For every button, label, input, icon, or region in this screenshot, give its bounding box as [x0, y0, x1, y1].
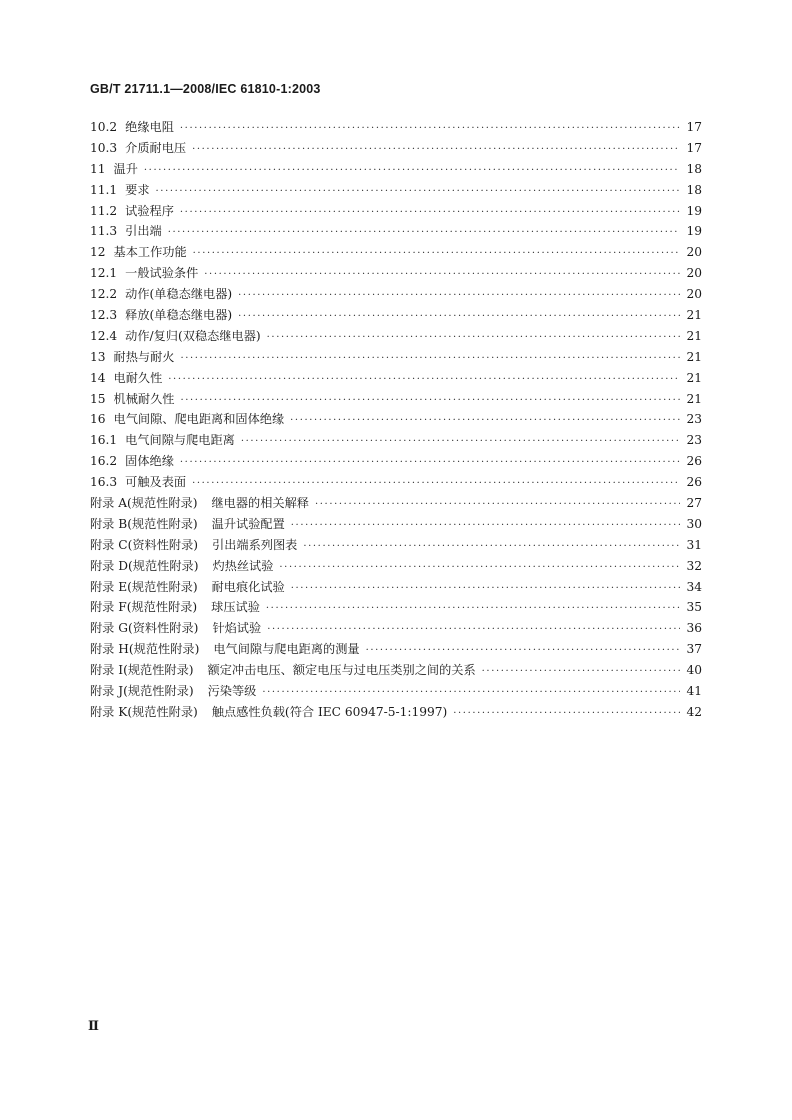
toc-leader-dots — [291, 583, 681, 594]
annex-label: 附录 E(规范性附录) — [90, 579, 198, 594]
toc-row[interactable] — [90, 452, 702, 473]
toc-section-title: 基本工作功能 — [113, 245, 187, 260]
toc-section-title: 电耐久性 — [113, 370, 163, 385]
toc-leader-dots — [482, 666, 681, 677]
annex-label: 附录 B(规范性附录) — [90, 516, 198, 531]
toc-section-title: 温升 — [113, 161, 138, 176]
toc-leader-dots — [156, 186, 681, 197]
toc-section-number: 12 — [90, 245, 106, 260]
toc-section-title: 可触及表面 — [125, 475, 187, 490]
toc-leader-dots — [238, 290, 680, 301]
annex-row[interactable] — [90, 661, 702, 682]
toc-row[interactable] — [90, 473, 702, 494]
toc-leader-dots — [193, 248, 681, 259]
toc-page-number: 17 — [686, 120, 702, 134]
toc-leader-dots — [267, 624, 680, 635]
annex-row[interactable] — [90, 640, 702, 661]
toc-section-number: 14 — [90, 370, 106, 385]
toc-row[interactable] — [90, 431, 702, 452]
annex-row[interactable] — [90, 557, 702, 578]
toc-row[interactable] — [90, 410, 702, 431]
toc-row[interactable] — [90, 139, 702, 160]
annex-row[interactable] — [90, 682, 702, 703]
toc-leader-dots — [315, 499, 680, 510]
toc-section-title: 介质耐电压 — [125, 140, 187, 155]
annex-title: 额定冲击电压、额定电压与过电压类别之间的关系 — [207, 663, 476, 678]
toc-row[interactable] — [90, 264, 702, 285]
toc-page-number: 42 — [686, 704, 702, 719]
toc-section-number: 12.4 — [90, 328, 118, 343]
toc-page-number: 34 — [686, 579, 702, 594]
toc-leader-dots — [204, 269, 680, 280]
toc-page-number: 30 — [686, 516, 702, 531]
toc-leader-dots — [180, 123, 681, 134]
annex-label: 附录 H(规范性附录) — [90, 642, 200, 657]
toc-page-number: 23 — [686, 433, 702, 448]
toc-leader-dots — [180, 207, 681, 218]
annex-title: 触点感性负载(符合 IEC 60947-5-1:1997) — [211, 704, 448, 719]
toc-leader-dots — [241, 436, 681, 447]
annex-label: 附录 I(规范性附录) — [90, 663, 194, 678]
page-number-footer: Ⅱ — [88, 1018, 99, 1033]
toc-leader-dots — [366, 645, 681, 656]
annex-title: 污染等级 — [207, 684, 257, 699]
toc-page-number: 20 — [686, 245, 702, 260]
toc-row[interactable] — [90, 306, 702, 327]
annex-row[interactable] — [90, 536, 702, 557]
annex-label: 附录 J(规范性附录) — [90, 684, 194, 699]
toc-page-number: 19 — [686, 224, 702, 239]
annex-title: 引出端系列图表 — [212, 537, 298, 552]
toc-section-number: 16.2 — [90, 454, 118, 469]
annex-title: 球压试验 — [211, 600, 260, 615]
toc-row[interactable] — [90, 369, 702, 390]
toc-section-number: 16.1 — [90, 433, 118, 448]
toc-section-title: 机械耐久性 — [113, 391, 175, 406]
toc-page-number: 20 — [686, 287, 702, 302]
toc-section-title: 动作(单稳态继电器) — [125, 287, 233, 302]
toc-row[interactable] — [90, 348, 702, 369]
toc-page-number: 32 — [686, 558, 702, 573]
toc-section-title: 释放(单稳态继电器) — [125, 308, 233, 323]
toc-leader-dots — [180, 457, 681, 468]
toc-page-number: 37 — [686, 642, 702, 657]
toc-section-number: 10.2 — [90, 120, 118, 134]
annex-row[interactable] — [90, 515, 702, 536]
toc-section-title: 要求 — [125, 182, 150, 197]
toc-page-number: 18 — [686, 161, 702, 176]
toc-page-number: 21 — [686, 391, 702, 406]
toc-section-number: 11 — [90, 161, 106, 176]
toc-row[interactable] — [90, 160, 702, 181]
toc-leader-dots — [291, 520, 681, 531]
annex-title: 电气间隙与爬电距离的测量 — [213, 642, 360, 657]
toc-row[interactable] — [90, 327, 702, 348]
table-of-contents — [90, 118, 702, 724]
annex-label: 附录 D(规范性附录) — [90, 558, 199, 573]
toc-section-title: 电气间隙与爬电距离 — [125, 433, 235, 448]
annex-title: 针焰试验 — [212, 621, 262, 636]
toc-section-number: 12.1 — [90, 266, 118, 281]
annex-title: 温升试验配置 — [211, 516, 285, 531]
toc-section-title: 动作/复归(双稳态继电器) — [125, 328, 261, 343]
toc-section-title: 一般试验条件 — [125, 266, 199, 281]
toc-row[interactable] — [90, 118, 702, 139]
annex-row[interactable] — [90, 703, 702, 724]
toc-section-title: 电气间隙、爬电距离和固体绝缘 — [113, 412, 285, 427]
toc-leader-dots — [180, 395, 680, 406]
standard-code-header: GB/T 21711.1—2008/IEC 61810-1:2003 — [90, 82, 321, 96]
toc-row[interactable] — [90, 181, 702, 202]
toc-page-number: 26 — [686, 454, 702, 469]
toc-page-number: 26 — [686, 475, 702, 490]
annex-label: 附录 G(资料性附录) — [90, 621, 199, 636]
toc-page-number: 20 — [686, 266, 702, 281]
toc-leader-dots — [144, 165, 681, 176]
annex-label: 附录 F(规范性附录) — [90, 600, 198, 615]
toc-leader-dots — [267, 332, 681, 343]
toc-section-title: 引出端 — [125, 224, 162, 239]
annex-title: 灼热丝试验 — [212, 558, 274, 573]
toc-section-number: 16 — [90, 412, 106, 427]
toc-row[interactable] — [90, 390, 702, 411]
annex-row[interactable] — [90, 578, 702, 599]
toc-leader-dots — [192, 478, 680, 489]
annex-label: 附录 A(规范性附录) — [90, 496, 198, 511]
toc-section-title: 固体绝缘 — [125, 454, 174, 469]
toc-page-number: 17 — [686, 140, 702, 155]
toc-leader-dots — [168, 374, 680, 385]
toc-page-number: 19 — [686, 203, 702, 218]
annex-title: 继电器的相关解释 — [211, 496, 309, 511]
toc-section-title: 试验程序 — [125, 203, 174, 218]
toc-section-title: 耐热与耐火 — [113, 349, 175, 364]
annex-row[interactable] — [90, 494, 702, 515]
toc-leader-dots — [266, 603, 681, 614]
toc-section-number: 12.2 — [90, 287, 118, 302]
toc-leader-dots — [279, 562, 680, 573]
toc-page-number: 40 — [686, 663, 702, 678]
toc-leader-dots — [180, 353, 680, 364]
toc-page-number: 18 — [686, 182, 702, 197]
toc-section-number: 11.1 — [90, 182, 118, 197]
annex-label: 附录 C(资料性附录) — [90, 537, 199, 552]
toc-section-number: 16.3 — [90, 475, 118, 490]
toc-row[interactable] — [90, 285, 702, 306]
toc-page-number: 23 — [686, 412, 702, 427]
toc-section-title: 绝缘电阻 — [125, 120, 174, 134]
toc-page-number: 27 — [686, 496, 702, 511]
toc-page-number: 35 — [686, 600, 702, 615]
toc-leader-dots — [238, 311, 680, 322]
toc-row[interactable] — [90, 222, 702, 243]
toc-leader-dots — [192, 144, 680, 155]
toc-leader-dots — [290, 415, 680, 426]
toc-section-number: 10.3 — [90, 140, 118, 155]
toc-page-number: 36 — [686, 621, 702, 636]
toc-section-number: 12.3 — [90, 308, 118, 323]
annex-label: 附录 K(规范性附录) — [90, 704, 198, 719]
toc-page-number: 31 — [686, 537, 702, 552]
toc-section-number: 11.3 — [90, 224, 118, 239]
toc-section-number: 11.2 — [90, 203, 118, 218]
toc-page-number: 21 — [686, 308, 702, 323]
toc-row[interactable] — [90, 202, 702, 223]
annex-title: 耐电痕化试验 — [211, 579, 285, 594]
toc-leader-dots — [453, 708, 680, 719]
toc-page-number: 21 — [686, 349, 702, 364]
toc-section-number: 15 — [90, 391, 106, 406]
toc-leader-dots — [303, 541, 680, 552]
annex-row[interactable] — [90, 619, 702, 640]
annex-row[interactable] — [90, 598, 702, 619]
toc-page-number: 41 — [686, 684, 702, 699]
toc-page-number: 21 — [686, 328, 702, 343]
toc-row[interactable] — [90, 243, 702, 264]
toc-section-number: 13 — [90, 349, 106, 364]
toc-leader-dots — [168, 227, 681, 238]
toc-page-number: 21 — [686, 370, 702, 385]
toc-leader-dots — [262, 687, 680, 698]
